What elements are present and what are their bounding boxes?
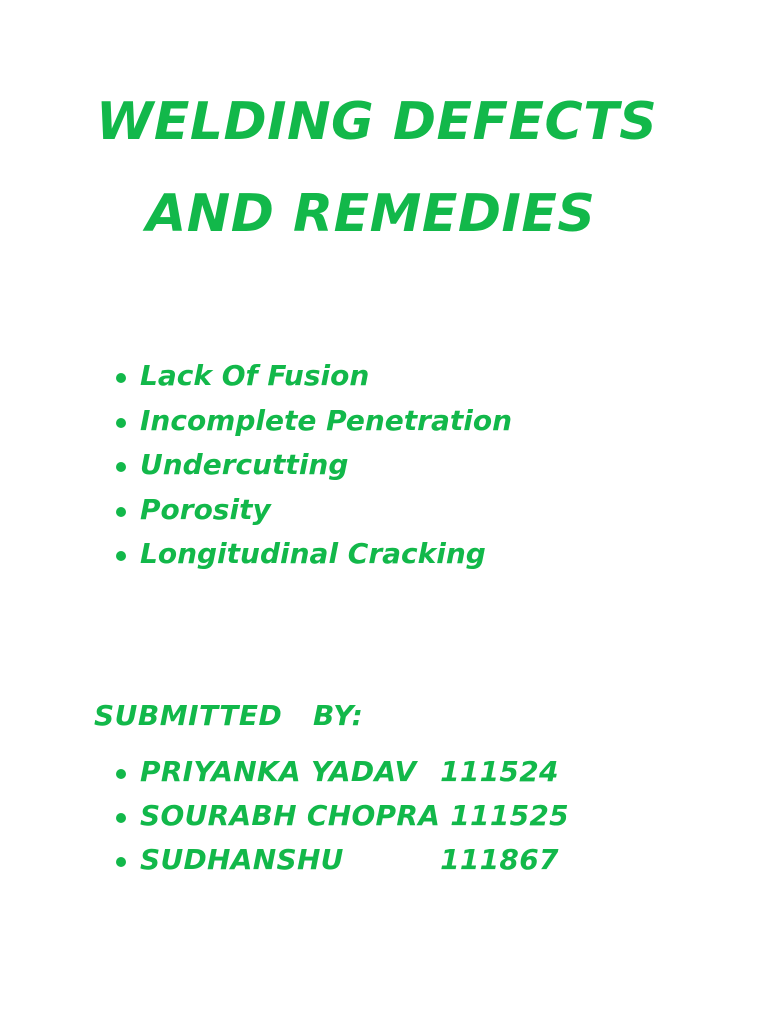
defect-label: Undercutting [140,448,349,481]
bullet-dot-icon [116,551,126,561]
list-item [116,448,512,496]
bullet-dot-icon [116,373,126,383]
list-item [116,755,569,802]
member-roll-number: 111524 [440,755,559,788]
member-name: PRIYANKA YADAV [140,755,417,788]
bullet-dot-icon [116,813,126,823]
list-item [116,403,513,452]
list-item [116,492,512,541]
submitted-by-heading: SUBMITTED BY: [94,699,364,732]
member-name: SOURABH CHOPRA [140,799,441,832]
bullet-dot-icon [116,462,126,472]
defect-label: Longitudinal Cracking [140,537,486,570]
list-item [116,537,512,585]
list-item [116,359,512,407]
defect-label: Lack Of Fusion [140,359,370,392]
bullet-dot-icon [116,507,126,517]
member-roll-number: 111525 [450,799,569,832]
page-title-line-1: WELDING DEFECTS [96,92,658,152]
bullet-dot-icon [116,769,126,779]
defects-list [116,359,513,585]
members-list [116,755,569,890]
member-name: SUDHANSHU [140,843,344,876]
list-item [116,799,569,846]
bullet-dot-icon [116,418,126,428]
list-item [116,843,569,890]
member-roll-number: 111867 [440,843,559,876]
defect-label: Incomplete Penetration [140,403,513,437]
bullet-dot-icon [116,857,126,867]
defect-label: Porosity [140,492,271,526]
page-title-line-2: AND REMEDIES [146,184,596,244]
